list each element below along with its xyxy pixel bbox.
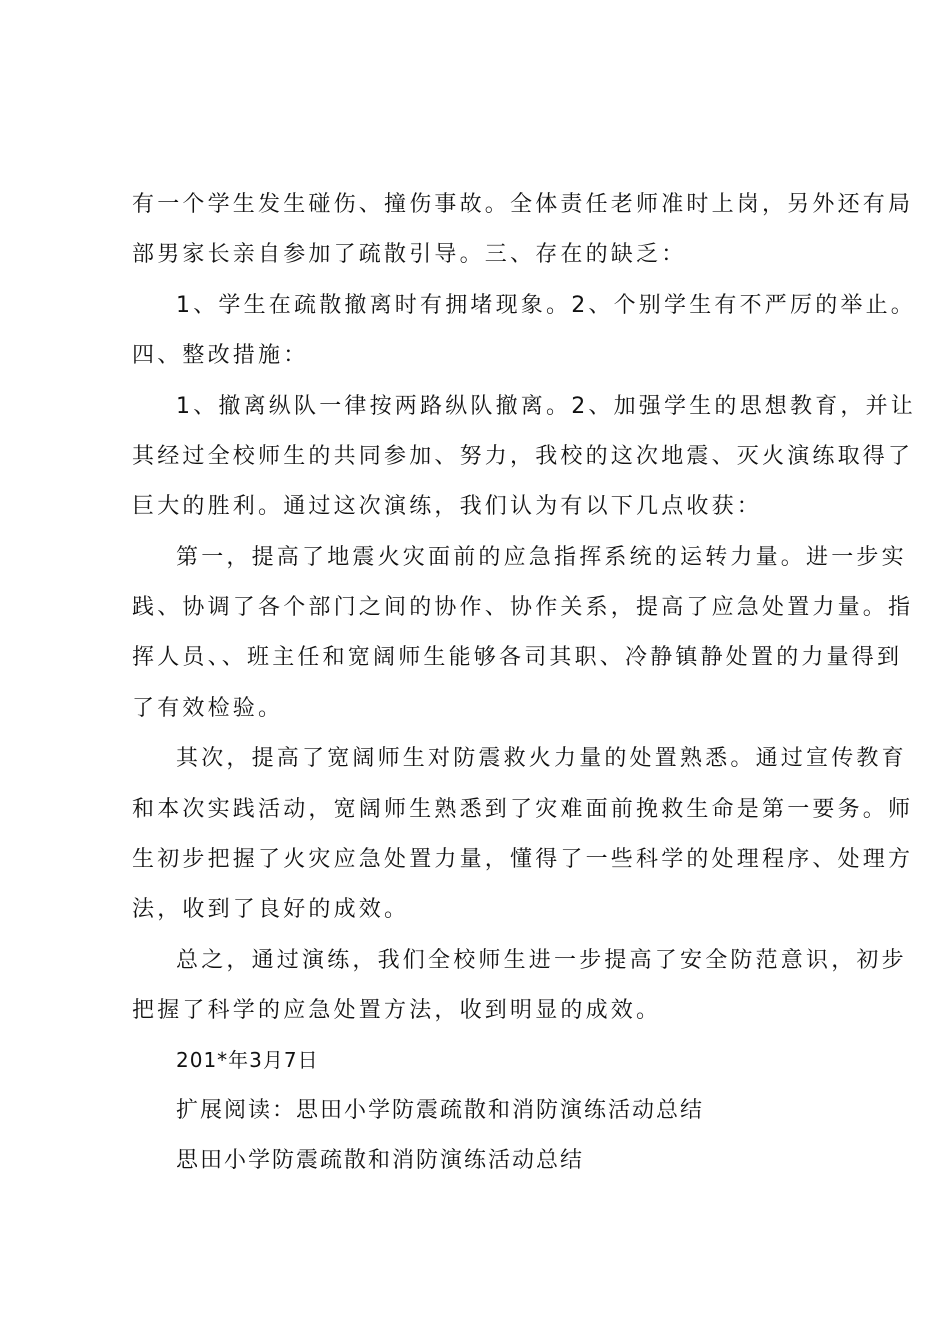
body-text-line: 第一，提高了地震火灾面前的应急指挥系统的运转力量。进一步实: [176, 545, 907, 570]
document-date: 201*年3月7日: [176, 1048, 319, 1072]
body-text-line: 了有效检验。: [132, 696, 284, 721]
extended-reading-line: 扩展阅读：思田小学防震疏散和消防演练活动总结: [176, 1098, 705, 1123]
article-title: 思田小学防震疏散和消防演练活动总结: [176, 1148, 585, 1173]
body-text-line: 巨大的胜利。通过这次演练，我们认为有以下几点收获：: [132, 494, 763, 519]
body-text-line: 总之，通过演练，我们全校师生进一步提高了安全防范意识，初步: [176, 948, 907, 973]
body-text-line: 生初步把握了火灾应急处置力量，懂得了一些科学的处理程序、处理方: [132, 847, 914, 872]
body-text-line: 和本次实践活动，宽阔师生熟悉到了灾难面前挽救生命是第一要务。师: [132, 797, 914, 822]
body-text-line: 法，收到了良好的成效。: [132, 897, 410, 922]
body-text-line: 其经过全校师生的共同参加、努力，我校的这次地震、灭火演练取得了: [132, 444, 914, 469]
body-text-line: 挥人员、、班主任和宽阔师生能够各司其职、冷静镇静处置的力量得到: [132, 645, 903, 670]
body-text-line: 有一个学生发生碰伤、撞伤事故。全体责任老师准时上岗，另外还有局: [132, 192, 914, 217]
body-text-line: 其次，提高了宽阔师生对防震救火力量的处置熟悉。通过宣传教育: [176, 746, 907, 771]
section-heading: 四、整改措施：: [132, 343, 309, 368]
body-text-line: 践、协调了各个部门之间的协作、协作关系，提高了应急处置力量。指: [132, 595, 914, 620]
body-text-line: 1、学生在疏散撤离时有拥堵现象。2、个别学生有不严厉的举止。: [176, 293, 916, 318]
body-text-line: 1、撤离纵队一律按两路纵队撤离。2、加强学生的思想教育，并让: [176, 394, 916, 419]
body-text-line: 部男家长亲自参加了疏散引导。三、存在的缺乏：: [132, 242, 687, 267]
body-text-line: 把握了科学的应急处置方法，收到明显的成效。: [132, 998, 662, 1023]
